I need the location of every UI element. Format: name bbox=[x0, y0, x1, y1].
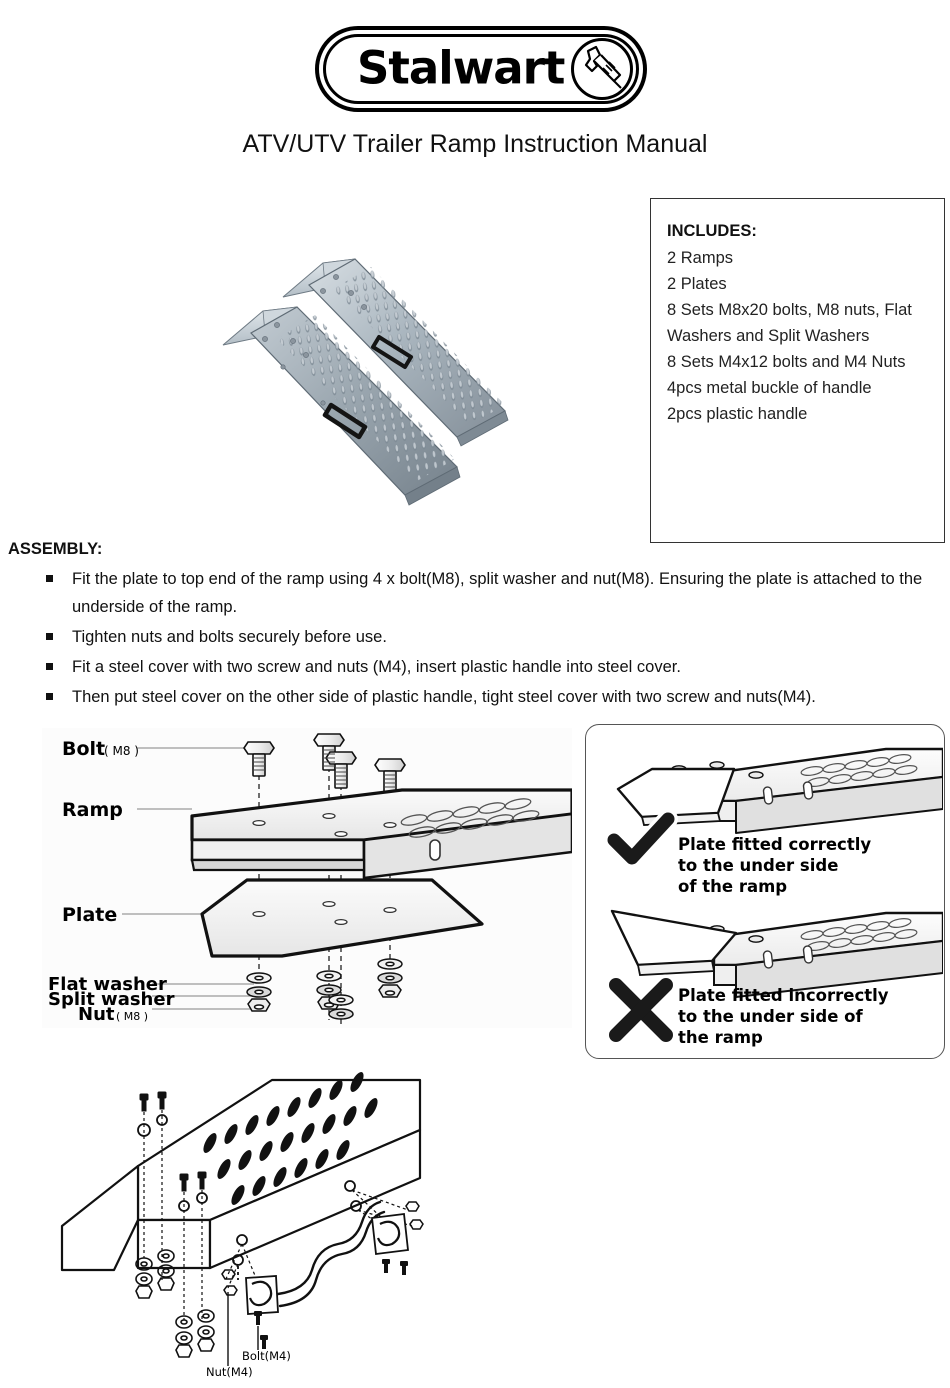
assembly-step-text: Fit the plate to top end of the ramp using 4 x bolt(M8), split washer and nut(M8). Ensuring the plate is attached to the underside of the ramp. bbox=[72, 570, 923, 616]
fitment-incorrect-line: Plate fitted incorrectly bbox=[678, 986, 889, 1005]
wrench-icon bbox=[571, 38, 633, 100]
label-nut-m4: Nut(M4) bbox=[206, 1365, 253, 1379]
includes-item: 4pcs metal buckle of handle bbox=[667, 379, 872, 397]
assembly-step-text: Tighten nuts and bolts securely before use. bbox=[72, 628, 387, 646]
cross-icon bbox=[616, 985, 666, 1035]
label-bolt-size: ( M8 ) bbox=[104, 744, 139, 758]
label-split-washer: Split washer bbox=[48, 989, 175, 1010]
label-plate: Plate bbox=[62, 904, 118, 926]
product-photo bbox=[205, 215, 535, 530]
fitment-correct-line: Plate fitted correctly bbox=[678, 835, 872, 854]
label-nut-size: ( M8 ) bbox=[116, 1010, 149, 1023]
brand-logo bbox=[315, 26, 647, 112]
assembly-heading: ASSEMBLY: bbox=[8, 540, 103, 558]
includes-heading-colon: : bbox=[751, 222, 757, 240]
assembly-step-text: Fit a steel cover with two screw and nuts (M4), insert plastic handle into steel cover. bbox=[72, 658, 681, 676]
label-flat-washer: Flat washer bbox=[48, 974, 167, 995]
exploded-assembly-diagram bbox=[42, 728, 572, 1028]
bullet-icon bbox=[46, 693, 53, 700]
includes-heading-label: INCLUDES bbox=[667, 222, 752, 240]
bullet-icon bbox=[46, 663, 53, 670]
includes-item: 8 Sets M4x12 bolts and M4 Nuts bbox=[667, 353, 906, 371]
bullet-icon bbox=[46, 633, 53, 640]
handle-assembly-diagram bbox=[60, 1068, 470, 1388]
page-title: ATV/UTV Trailer Ramp Instruction Manual bbox=[242, 130, 708, 158]
assembly-step-text: Then put steel cover on the other side of plastic handle, tight steel cover with two screw and nuts(M4). bbox=[72, 688, 816, 706]
assembly-step bbox=[40, 653, 940, 681]
includes-item: 8 Sets M8x20 bolts, M8 nuts, Flat Washers and Split Washers bbox=[667, 301, 912, 345]
fitment-incorrect-line: the ramp bbox=[678, 1028, 763, 1047]
check-icon bbox=[614, 819, 668, 858]
logo-wordmark: Stalwart bbox=[357, 41, 565, 95]
includes-item: 2 Ramps bbox=[667, 249, 734, 267]
includes-heading bbox=[667, 217, 944, 245]
fitment-correct-line: to the under side bbox=[678, 856, 839, 875]
fitment-correct-line: of the ramp bbox=[678, 877, 788, 896]
assembly-steps bbox=[40, 565, 940, 713]
includes-item: 2pcs plastic handle bbox=[667, 405, 808, 423]
assembly-step bbox=[40, 565, 940, 621]
label-bolt: Bolt bbox=[62, 738, 106, 760]
label-ramp: Ramp bbox=[62, 799, 123, 821]
fitment-incorrect-line: to the under side of bbox=[678, 1007, 863, 1026]
includes-item: 2 Plates bbox=[667, 275, 727, 293]
assembly-step bbox=[40, 683, 940, 711]
includes-box bbox=[650, 198, 945, 543]
fitment-comparison-panel bbox=[585, 724, 945, 1059]
label-bolt-m4: Bolt(M4) bbox=[242, 1349, 291, 1363]
label-nut: Nut bbox=[78, 1004, 115, 1025]
bullet-icon bbox=[46, 575, 53, 582]
assembly-step bbox=[40, 623, 940, 651]
